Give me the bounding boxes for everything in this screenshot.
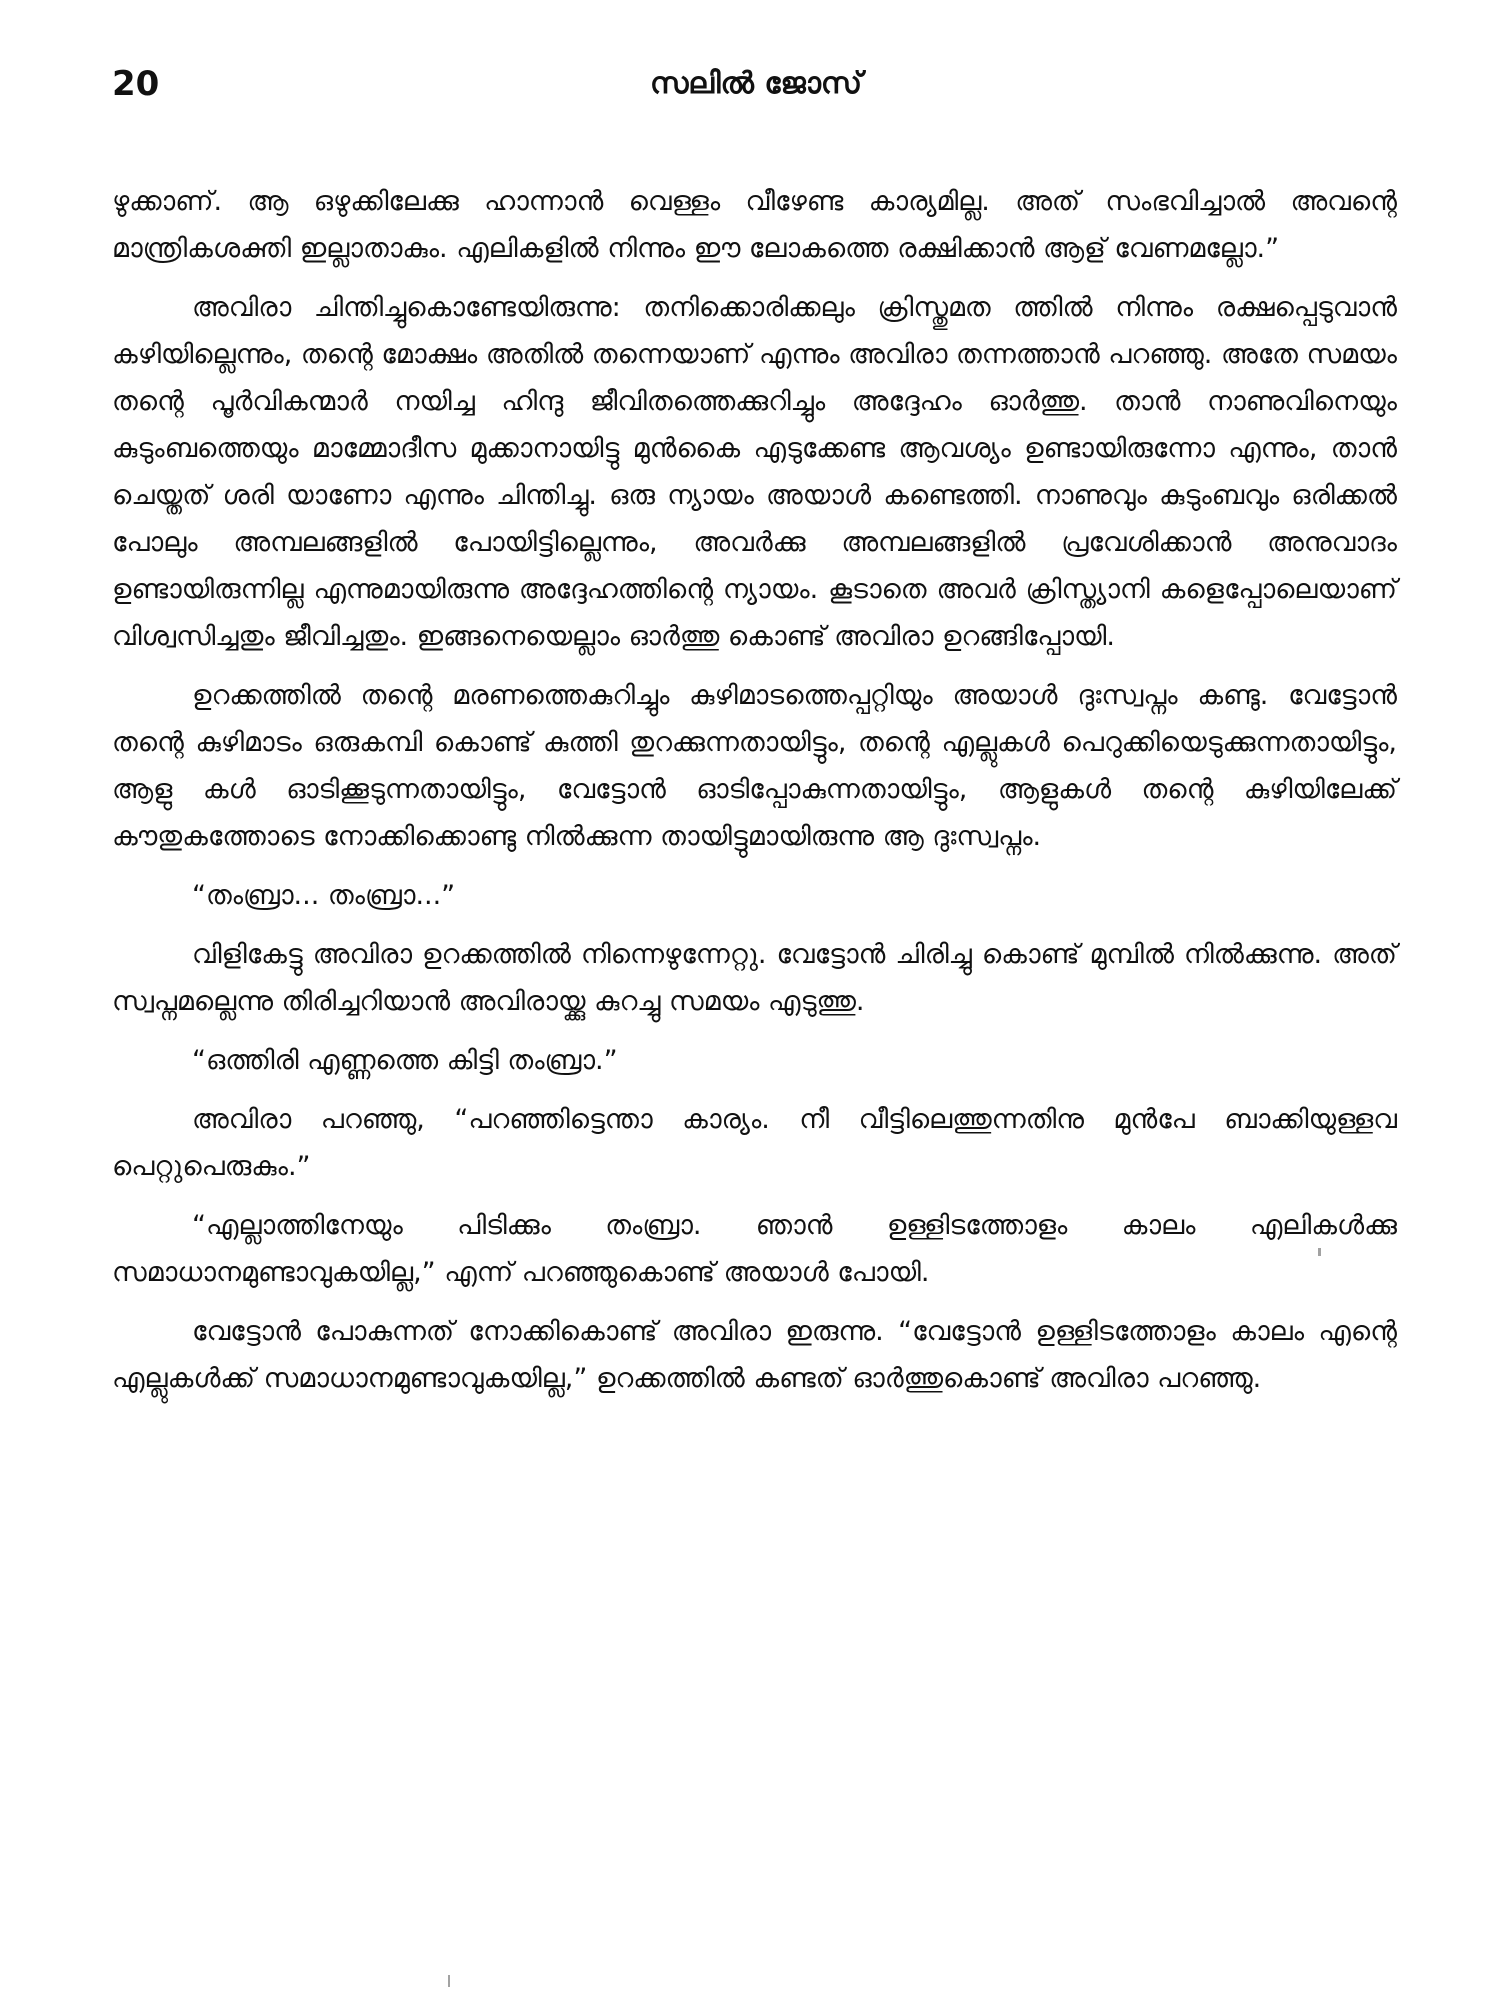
body-text — [112, 178, 1397, 1414]
paragraph: ഉറക്കത്തിൽ തന്റെ മരണത്തെകുറിച്ചും കുഴിമാടത്തെപ്പറ്റിയും അയാൾ ദുഃസ്വപ്നം കണ്ടു. വേട്ടോൻ തന്റെ കുഴിമാടം ഒരുകമ്പി കൊണ്ട് കുത്തി തുറക്കുന്നതായിട്ടും, തന്റെ എല്ലുകൾ പെറുക്കിയെടുക്കുന്നതായിട്ടും, ആളു കൾ ഓടിക്കൂടുന്നതായിട്ടും, വേട്ടോൻ ഓടിപ്പോകുന്നതായിട്ടും, ആളുകൾ തന്റെ കുഴിയിലേക്ക് കൗതുകത്തോടെ നോക്കിക്കൊണ്ടു നിൽക്കുന്ന തായിട്ടുമായിരുന്നു ആ ദുഃസ്വപ്നം. — [112, 680, 1397, 852]
paragraph: വിളികേട്ടു അവിരാ ഉറക്കത്തിൽ നിന്നെഴുന്നേറ്റു. വേട്ടോൻ ചിരിച്ചു കൊണ്ട് മുമ്പിൽ നിൽക്കുന്നു. അത് സ്വപ്നമല്ലെന്നു തിരിച്ചറിയാൻ അവിരായ്ക്കു കുറച്ചു സമയം എടുത്തു. — [112, 939, 1397, 1017]
paragraph: അവിരാ ചിന്തിച്ചുകൊണ്ടേയിരുന്നു: തനിക്കൊരിക്കലും ക്രിസ്തുമത ത്തിൽ നിന്നും രക്ഷപ്പെടുവാൻ കഴിയില്ലെന്നും, തന്റെ മോക്ഷം അതിൽ തന്നെയാണ് എന്നും അവിരാ തന്നത്താൻ പറഞ്ഞു. അതേ സമയം തന്റെ പൂർവികന്മാർ നയിച്ച ഹിന്ദു ജീവിതത്തെക്കുറിച്ചും അദ്ദേഹം ഓർത്തു. താൻ നാണുവിനെയും കുടുംബത്തെയും മാമ്മോദീസ മുക്കാനായിട്ടു മുൻകൈ എടുക്കേണ്ട ആവശ്യം ഉണ്ടായിരുന്നോ എന്നും, താൻ ചെയ്തത് ശരി യാണോ എന്നും ചിന്തിച്ചു. ഒരു ന്യായം അയാൾ കണ്ടെത്തി. നാണുവും കുടുംബവും ഒരിക്കൽ പോലും അമ്പലങ്ങളിൽ പോയിട്ടില്ലെന്നും, അവർക്കു അമ്പലങ്ങളിൽ പ്രവേശിക്കാൻ അനുവാദം ഉണ്ടായിരുന്നില്ല എന്നുമായിരുന്നു അദ്ദേഹത്തിന്റെ ന്യായം. കൂടാതെ അവർ ക്രിസ്ത്യാനി കളെപ്പോലെയാണ് വിശ്വസിച്ചതും ജീവിച്ചതും. ഇങ്ങനെയെല്ലാം ഓർത്തു കൊണ്ട് അവിരാ ഉറങ്ങിപ്പോയി. — [112, 292, 1397, 652]
paragraph: “എല്ലാത്തിനേയും പിടിക്കും തംബ്രാ. ഞാൻ ഉള്ളിടത്തോളം കാലം എലികൾക്കു സമാധാനമുണ്ടാവുകയില്ല,” എന്ന് പറഞ്ഞുകൊണ്ട് അയാൾ പോയി. — [112, 1210, 1397, 1288]
paragraph: ഴുക്കാണ്. ആ ഒഴുക്കിലേക്കു ഹാന്നാൻ വെള്ളം വീഴേണ്ട കാര്യമില്ല. അത് സംഭവിച്ചാൽ അവന്റെ മാന്ത്രികശക്തി ഇല്ലാതാകും. എലികളിൽ നിന്നും ഈ ലോകത്തെ രക്ഷിക്കാൻ ആള് വേണമല്ലോ.” — [112, 186, 1397, 264]
paragraph: വേട്ടോൻ പോകുന്നത് നോക്കികൊണ്ട് അവിരാ ഇരുന്നു. “വേട്ടോൻ ഉള്ളിടത്തോളം കാലം എന്റെ എല്ലുകൾക്ക് സമാധാനമുണ്ടാവുകയില്ല,” ഉറക്കത്തിൽ കണ്ടത് ഓർത്തുകൊണ്ട് അവിരാ പറഞ്ഞു. — [112, 1316, 1397, 1394]
paragraph: അവിരാ പറഞ്ഞു, “പറഞ്ഞിട്ടെന്താ കാര്യം. നീ വീട്ടിലെത്തുന്നതിനു മുൻപേ ബാക്കിയുള്ളവ പെറ്റുപെരുകും.” — [112, 1104, 1397, 1182]
scan-speck — [448, 1975, 450, 1987]
scan-speck — [1318, 1248, 1321, 1256]
dialogue-line: “ഒത്തിരി എണ്ണത്തെ കിട്ടി തംബ്രാ.” — [192, 1045, 618, 1076]
running-title: സലിൽ ജോസ് — [649, 66, 863, 101]
dialogue-line: “തംബ്രാ... തംബ്രാ...” — [192, 880, 456, 911]
page-header — [112, 62, 1400, 122]
page-number: 20 — [112, 64, 160, 104]
